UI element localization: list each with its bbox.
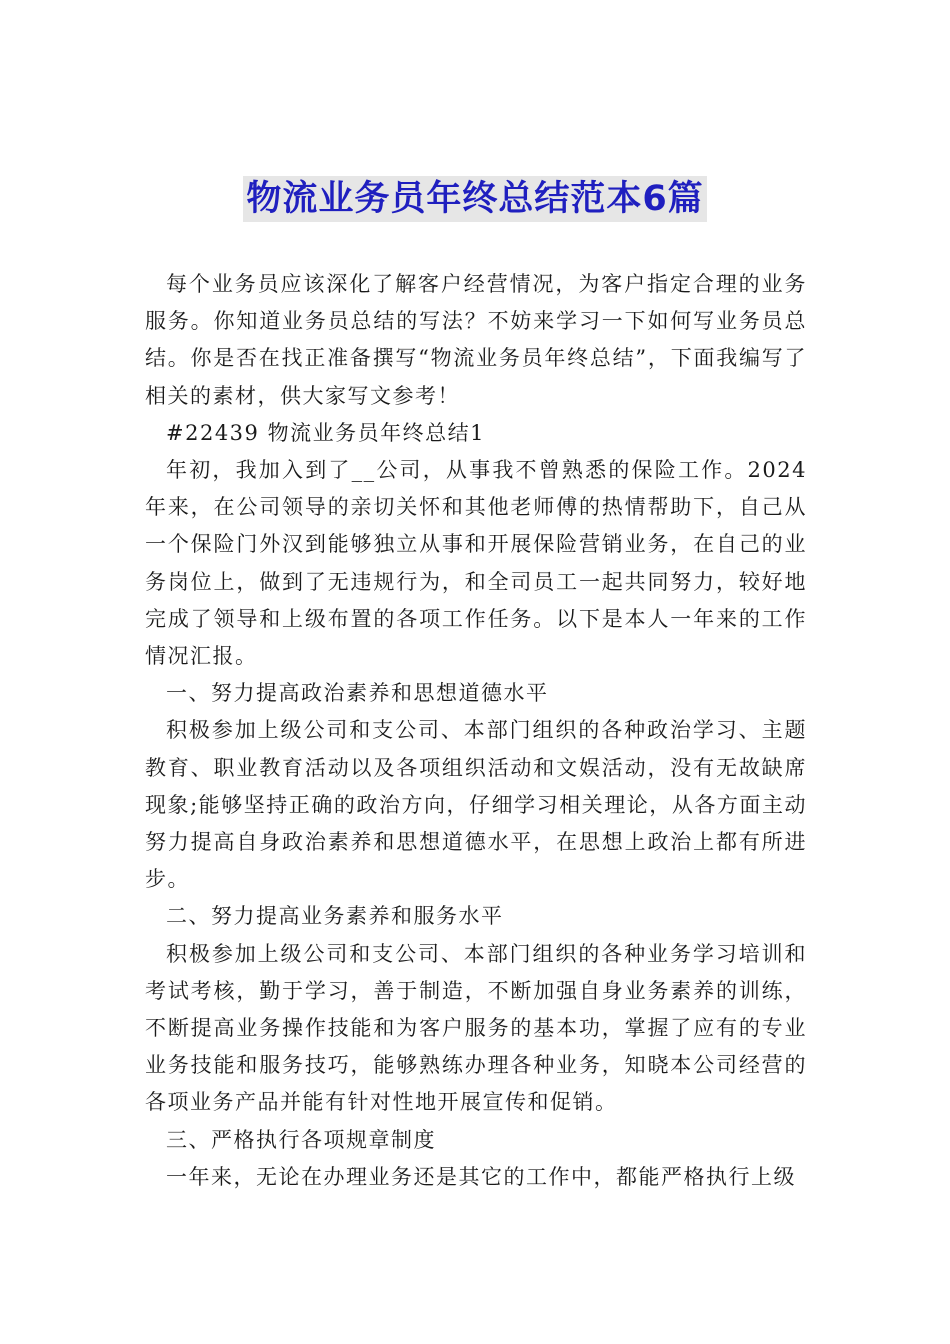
subheading: 二、努力提高业务素养和服务水平 — [166, 904, 504, 929]
body-paragraph: 积极参加上级公司和支公司、本部门组织的各种政治学习、主题教育、职业教育活动以及各项组织活动和文娱活动，没有无故缺席现象;能够坚持正确的政治方向，仔细学习相关理论，从各方面主动努力提高自身政治素养和思想道德水平，在思想上政治上都有所进步。 — [145, 718, 807, 892]
title-container — [0, 176, 950, 222]
body-paragraph: 年初，我加入到了__公司，从事我不曾熟悉的保险工作。2024年来，在公司领导的亲切关怀和其他老师傅的热情帮助下，自己从一个保险门外汉到能够独立从事和开展保险营销业务，在自己的业务岗位上，做到了无违规行为，和全司员工一起共同努力，较好地完成了领导和上级布置的各项工作任务。以下是本人一年来的工作情况汇报。 — [145, 458, 807, 669]
subheading: 一、努力提高政治素养和思想道德水平 — [166, 681, 549, 706]
body-paragraph: 一年来，无论在办理业务还是其它的工作中，都能严格执行上级 — [166, 1164, 796, 1189]
section-title: #22439 物流业务员年终总结1 — [166, 420, 485, 445]
intro-paragraph: 每个业务员应该深化了解客户经营情况，为客户指定合理的业务服务。你知道业务员总结的写法？不妨来学习一下如何写业务员总结。你是否在找正准备撰写“物流业务员年终总结”，下面我编写了相关的素材，供大家写文参考！ — [145, 272, 807, 408]
subheading: 三、严格执行各项规章制度 — [166, 1127, 436, 1152]
document-title: 物流业务员年终总结范本6篇 — [243, 176, 706, 222]
document-body — [145, 266, 807, 1196]
body-paragraph: 积极参加上级公司和支公司、本部门组织的各种业务学习培训和考试考核，勤于学习，善于制造，不断加强自身业务素养的训练，不断提高业务操作技能和为客户服务的基本功，掌握了应有的专业业务技能和服务技巧，能够熟练办理各种业务，知晓本公司经营的各项业务产品并能有针对性地开展宣传和促销。 — [145, 941, 807, 1115]
